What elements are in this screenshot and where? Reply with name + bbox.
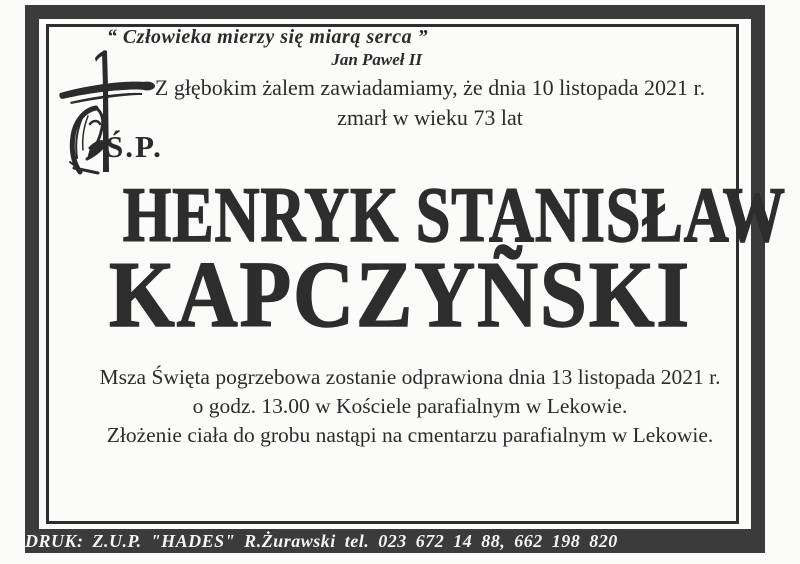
deceased-name-line-1: HENRYK STANISŁAW <box>122 171 786 258</box>
funeral-details-block <box>70 363 750 450</box>
quote-author: Jan Paweł II <box>331 50 422 69</box>
announcement-line-1: Z głębokim żalem zawiadamiamy, że dnia 10 listopada 2021 r. <box>154 75 706 100</box>
funeral-details-line-3: Złożenie ciała do grobu nastąpi na cmentarzu parafialnym w Lekowie. <box>106 423 714 447</box>
funeral-details-line-1: Msza Święta pogrzebowa zostanie odprawiona dnia 13 listopada 2021 r. <box>99 365 721 389</box>
announcement-line-2: zmarł w wieku 73 lat <box>337 105 523 130</box>
funeral-details-line-2: o godz. 13.00 w Kościele parafialnym w Lekowie. <box>192 394 628 418</box>
announcement-block <box>140 74 720 132</box>
epitaph-abbreviation: Ś.P. <box>106 129 163 164</box>
printer-credit-line: DRUK: Z.U.P. "HADES" R.Żurawski tel. 023 672 14 88, 662 198 820 <box>25 531 618 551</box>
deceased-name-line-2: KAPCZYÑSKI <box>108 243 692 347</box>
memorial-quote: “ Człowieka mierzy się miarą serca ” <box>106 26 429 48</box>
